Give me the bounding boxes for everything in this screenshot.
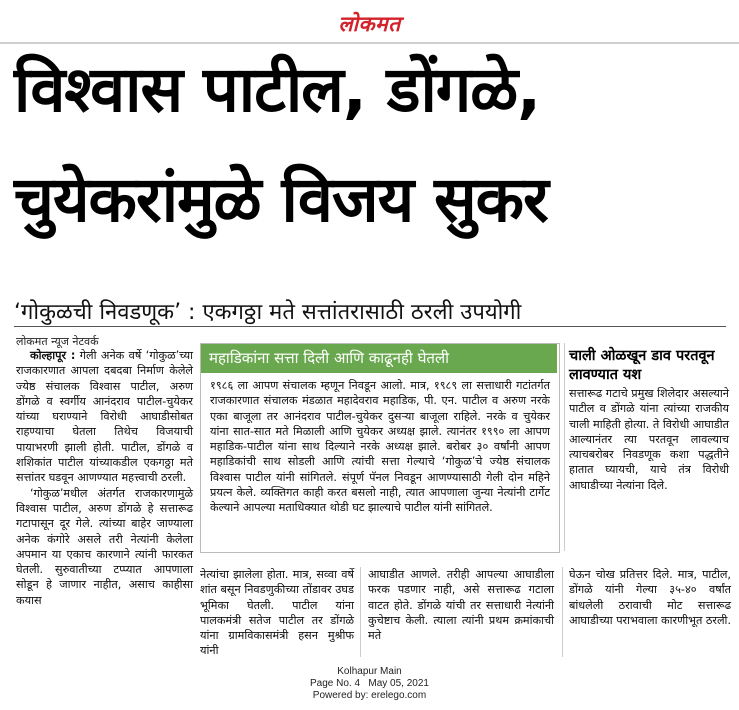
sidebar-box-mahadik-title: महाडिकांना सत्ता दिली आणि काढूनही घेतली <box>201 344 557 373</box>
article-column-4: घेऊन चोख प्रतित्तर दिले. मात्र, पाटील, डोंगळे यांनी गेल्या ३५-४० वर्षांत बांधलेली ठरावाची मोट सत्तारूढ आघाडीच्या पराभवाला कारणीभूत ठरली. <box>569 568 732 627</box>
masthead <box>0 0 739 44</box>
column-divider <box>360 567 361 657</box>
footer-date: May 05, 2021 <box>368 678 429 689</box>
byline: लोकमत न्यूज नेटवर्क <box>16 335 99 348</box>
article-column-3: आघाडीत आणले. तरीही आपल्या आघाडीला फरक पडणार नाही, असे सत्तारूढ गटाला वाटत होते. डोंगळे यांची तर सत्ताधारी नेत्यांनी कुचेष्टाच केली. त्याला त्यांनी प्रथम क्रमांकाची मते <box>368 568 554 643</box>
article-column-2: नेत्यांचा झालेला होता. मात्र, सव्वा वर्षे शांत बसून निवडणुकीच्या तोंडावर उघड भूमिका घेतली. पाटील यांना पालकमंत्री सतेज पाटील तर डोंगळे यांना ग्रामविकासमंत्री हसन मुश्रीफ यांनी <box>200 568 354 658</box>
footer-powered-by: Powered by: erelego.com <box>312 690 427 701</box>
sidebar-box-strategy-title: चाली ओळखून डाव परतवून लावण्यात यश <box>569 348 715 383</box>
column-divider <box>562 567 563 657</box>
headline-line-1: विश्वास पाटील, डोंगळे, <box>14 53 541 126</box>
masthead-rule <box>0 42 739 44</box>
subheadline: ‘गोकुळची निवडणूक’ : एकगठ्ठा मते सत्तांतरासाठी ठरली उपयोगी <box>14 300 522 325</box>
footer-page-date <box>0 678 739 690</box>
sidebar-box-mahadik-text: १९८६ ला आपण संचालक म्हणून निवडून आलो. मात्र, १९८९ ला सत्ताधारी गटांतर्गत राजकारणात संचालक मंडळात महादेवराव महाडिक, पी. एन. पाटील व अरुण नरके एका बाजूला तर आनंदराव पाटील-चुयेकर दुसऱ्या बाजूला राहिले. नरके व चुयेकर यांना सात-सात मते मिळाली आणि चुयेकर अध्यक्ष झाले. त्यानंतर १९९० ला आपण महाडिक-पाटील यांना साथ दिल्याने नरके अध्यक्ष झाले. बरोबर ३० वर्षांनी आपण महाडिकांची साथ सोडली आणि त्यांची सत्ता गेल्याचे ‘गोकुळ’चे ज्येष्ठ संचालक विश्वास पाटील यांनी सांगितले. संपूर्ण पॅनल निवडून आणण्यासाठी गेली दोन महिने प्रयत्न केले. व्यक्तिगत काही करत बसलो नाही, त्यात आपणाला जुन्या नेत्यांनी टार्गेट केल्याने आपल्या मताधिक्यात थोडी घट झाल्याचे पाटील यांनी सांगितले. <box>210 379 550 515</box>
headline-line-2: चुयेकरांमुळे विजय सुकर <box>14 163 548 236</box>
footer-page: Page No. 4 <box>310 678 361 689</box>
divider-line <box>14 326 726 327</box>
newspaper-logo: लोकमत <box>338 11 401 36</box>
page-footer <box>0 666 739 702</box>
column-1-paragraph-1: गेली अनेक वर्षे ‘गोकुळ’च्या राजकारणात आपला दबदबा निर्माण केलेले ज्येष्ठ संचालक विश्वास पाटील, अरुण डोंगळे व स्वर्गीय आनंदराव पाटील-चुयेकर यांच्या घराण्याने विरोधी आघाडीसोबत राहण्याचा घेतला तिथेच विजयाची पायाभरणी झाली होती. पाटील, डोंगळे व शशिकांत पाटील यांच्याकडील एकगठ्ठा मते सत्तांतर घडवून आणण्यात महत्त्वाची ठरली. <box>16 349 193 485</box>
article-column-1 <box>16 348 193 608</box>
dateline: कोल्हापूर : <box>30 349 76 362</box>
column-divider <box>564 343 565 551</box>
footer-edition: Kolhapur Main <box>337 666 402 677</box>
column-1-paragraph-2: ‘गोकुळ’मधील अंतर्गत राजकारणामुळे विश्वास पाटील, अरुण डोंगळे हे सत्तारूढ गटापासून दूर गेले. त्यांच्या बाहेर जाण्याला अनेक कंगोरे असले तरी नेत्यांनी केलेला अपमान या एकाच कारणाने त्यांनी फारकत घेतली. सुरुवातीच्या टप्प्यात आपणाला सोडून हे जाणार नाहीत, असाच काहीसा कयास <box>16 486 193 607</box>
sidebar-box-strategy-text: सत्तारूढ गटाचे प्रमुख शिलेदार असल्याने पाटील व डोंगळे यांना त्यांच्या राजकीय चाली माहिती होत्या. ते विरोधी आघाडीत आल्यानंतर त्या परतवून लावल्याच त्याचबरोबर निवडणूक कशा पद्धतीने हातात घ्यायची, याचे तंत्र विरोधी आघाडीच्या नेत्यांना दिले. <box>569 387 729 492</box>
